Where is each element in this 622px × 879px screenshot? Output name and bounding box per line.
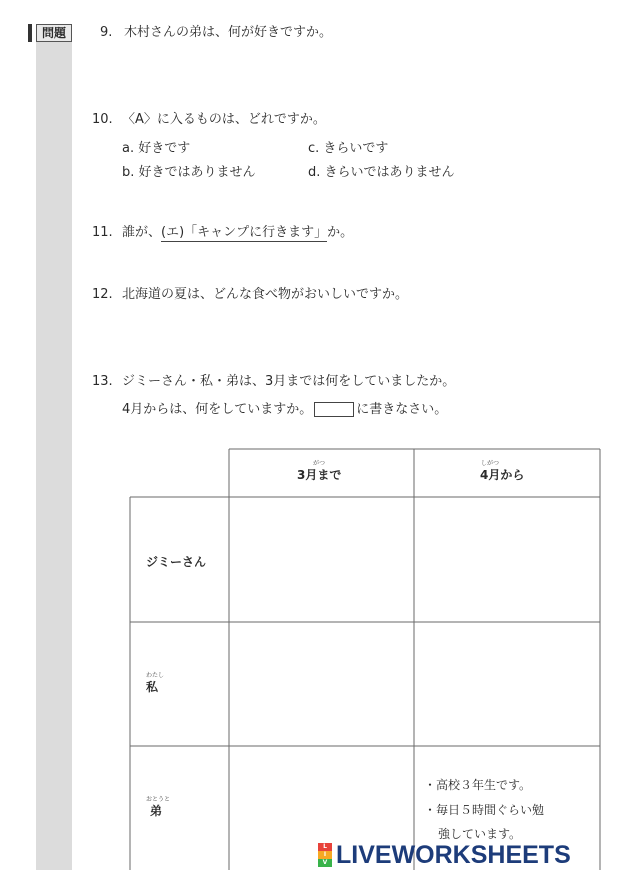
row-ruby: わたし (146, 672, 165, 679)
logo-block: I (318, 851, 332, 859)
logo-block: V (318, 859, 332, 867)
option-text: きらいではありません (324, 165, 455, 180)
mondai-badge: 問題 (36, 24, 72, 42)
option-text: きらいです (323, 141, 389, 156)
example-line-1: ・高校３年生です。 (424, 778, 532, 792)
row-label-jimmy: ジミーさん (146, 555, 207, 569)
question-number: 9. (100, 25, 113, 40)
option-text: 好きではありません (138, 165, 256, 180)
question-number: 13. (92, 374, 113, 389)
question-number: 12. (92, 287, 113, 302)
underlined-phrase: (エ)「キャンプに行きます」 (161, 225, 328, 240)
row-label-watashi: 私 (146, 680, 159, 694)
answer-cell-watashi-after[interactable] (416, 624, 598, 744)
question-text: 4月からは、何をしていますか。 (122, 402, 313, 417)
answer-cell-watashi-before[interactable] (231, 624, 412, 744)
answer-cell-jimmy-after[interactable] (416, 499, 598, 620)
logo-blocks (318, 843, 332, 867)
question-text: 木村さんの弟は、何が好きですか。 (124, 25, 333, 40)
example-line-3: 強しています。 (438, 827, 522, 841)
example-line-2: ・毎日５時間ぐらい勉 (424, 803, 545, 817)
logo-text: LIVEWORKSHEETS (336, 840, 571, 869)
question-text: 北海道の夏は、どんな食べ物がおいしいですか。 (122, 287, 409, 302)
row-label-otouto: 弟 (150, 804, 163, 818)
column-ruby: しがつ (481, 460, 500, 467)
liveworksheets-logo (318, 840, 571, 870)
answer-cell-jimmy-before[interactable] (231, 499, 412, 620)
question-suffix: か。 (327, 225, 354, 240)
question-number: 11. (92, 225, 113, 240)
logo-block: L (318, 843, 332, 851)
question-text: に書きなさい。 (356, 402, 448, 417)
option-letter: a. (122, 141, 135, 156)
question-number: 10. (92, 112, 113, 127)
row-ruby: おとうと (146, 796, 171, 803)
question-text: 〈A〉に入るものは、どれですか。 (122, 112, 326, 127)
question-prefix: 誰が、 (122, 225, 162, 240)
column-header-until-march: 3月まで (297, 468, 342, 482)
column-header-from-april: 4月から (480, 468, 525, 482)
column-ruby: がつ (313, 460, 326, 467)
option-text: 好きです (138, 141, 191, 156)
question-text: ジミーさん・私・弟は、3月までは何をしていましたか。 (122, 374, 456, 389)
option-letter: c. (308, 141, 320, 156)
option-letter: d. (308, 165, 321, 180)
option-letter: b. (122, 165, 135, 180)
